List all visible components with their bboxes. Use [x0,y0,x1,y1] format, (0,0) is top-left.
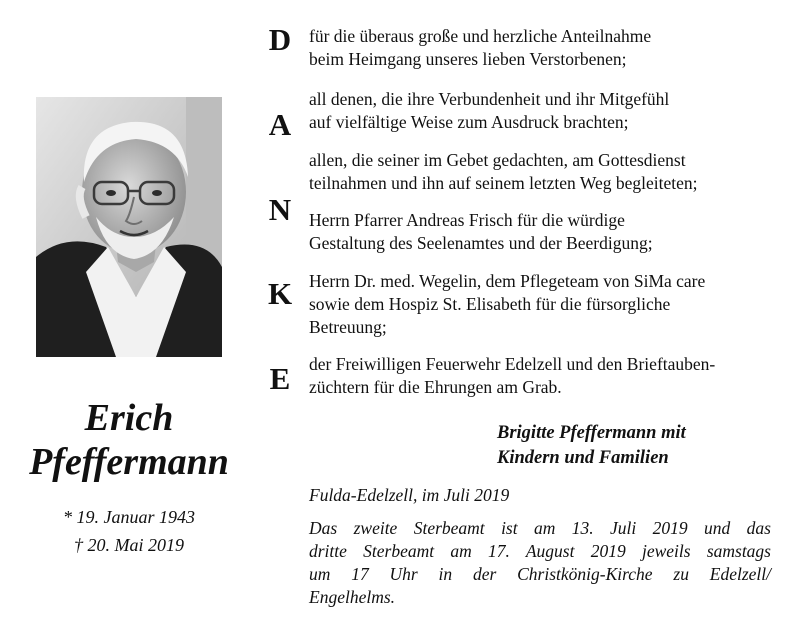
text-line: züchtern für die Ehrungen am Grab. [309,377,562,397]
notice-line: um 17 Uhr in der Christkönig-Kirche zu Edelzell/ [309,564,771,584]
deceased-name [0,396,258,484]
text-line: Gestaltung des Seelenamtes und der Beerdigung; [309,233,653,253]
text-line: Betreuung; [309,317,387,337]
text-line: all denen, die ihre Verbundenheit und ihr Mitgefühl [309,89,670,109]
mass-notice [309,517,771,609]
danke-letter-n: N [268,192,292,227]
signature-line: Brigitte Pfeffermann mit [497,423,686,443]
thanks-paragraph-1 [309,25,779,71]
deceased-first-name: Erich [84,397,174,439]
danke-letter-e: E [269,361,291,396]
danke-letter-a: A [268,107,292,142]
text-line: allen, die seiner im Gebet gedachten, am Gottesdienst [309,150,686,170]
text-line: Herrn Dr. med. Wegelin, dem Pflegeteam von SiMa care [309,271,706,291]
text-line: sowie dem Hospiz St. Elisabeth für die fürsorgliche [309,294,671,314]
signature [497,421,686,471]
text-line: der Freiwilligen Feuerwehr Edelzell und den Brieftauben- [309,354,716,374]
life-dates [0,503,258,559]
birth-date: * 19. Januar 1943 [63,507,195,527]
portrait-illustration [36,97,222,357]
notice-line: Engelhelms. [309,587,396,607]
danke-letter-d: D [268,22,292,57]
place-date: Fulda-Edelzell, im Juli 2019 [309,485,510,505]
signature-line: Kindern und Familien [497,448,669,468]
death-date: † 20. Mai 2019 [74,535,184,555]
text-line: auf vielfältige Weise zum Ausdruck brachten; [309,112,629,132]
notice-line: dritte Sterbeamt am 17. August 2019 jeweils samstags [309,541,771,561]
portrait-photo [36,97,222,357]
text-line: Herrn Pfarrer Andreas Frisch für die würdige [309,210,625,230]
notice-line: Das zweite Sterbeamt ist am 13. Juli 2019 und das [309,518,771,538]
deceased-last-name: Pfeffermann [29,441,229,483]
thanks-paragraph-2 [309,88,779,134]
thanks-paragraph-6 [309,353,779,399]
danke-letter-k: K [267,276,293,311]
thanks-paragraph-4 [309,209,779,255]
thanks-paragraph-5 [309,270,779,339]
text-line: für die überaus große und herzliche Anteilnahme [309,26,652,46]
thanks-paragraph-3 [309,149,779,195]
text-line: teilnahmen und ihn auf seinem letzten Weg begleiteten; [309,173,698,193]
text-line: beim Heimgang unseres lieben Verstorbenen; [309,49,627,69]
